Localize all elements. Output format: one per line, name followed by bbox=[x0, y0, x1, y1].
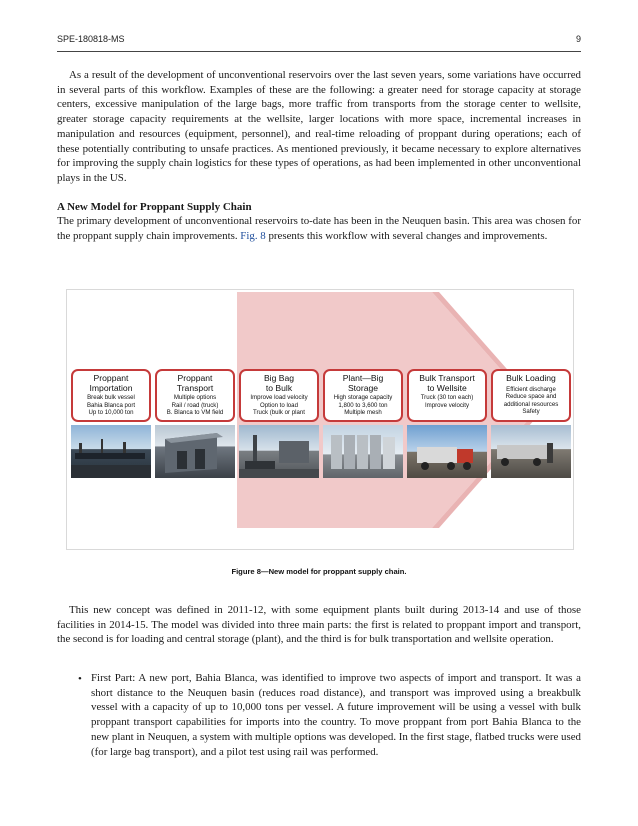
step-plant-big-storage bbox=[323, 369, 403, 422]
step-bulk-loading bbox=[491, 369, 571, 422]
bullet-list bbox=[78, 671, 581, 759]
photo-transport-warehouse bbox=[155, 425, 235, 478]
step-detail: Option to load bbox=[260, 401, 298, 409]
step-title-line: Transport bbox=[176, 382, 214, 393]
step-big-bag-to-bulk bbox=[239, 369, 319, 422]
header-divider bbox=[57, 51, 581, 52]
step-title-line: Big Bag bbox=[263, 373, 295, 383]
step-title-line: Importation bbox=[89, 382, 133, 393]
page-number: 9 bbox=[575, 34, 581, 44]
figure-caption: Figure 8—New model for proppant supply chain. bbox=[231, 567, 407, 576]
plant-illustration bbox=[239, 425, 319, 478]
photo-vessel-port bbox=[71, 425, 151, 478]
step-detail: additional resources bbox=[503, 400, 559, 408]
step-detail: 1,800 to 3,600 ton bbox=[338, 401, 388, 409]
photo-bulk-truck bbox=[407, 425, 487, 478]
page-header bbox=[57, 34, 581, 50]
photo-wellsite-loading bbox=[491, 425, 571, 478]
step-detail: Rail / road (truck) bbox=[171, 401, 219, 409]
step-detail: Improve load velocity bbox=[250, 394, 308, 401]
silos-illustration bbox=[323, 425, 403, 478]
bullet-icon: • bbox=[78, 673, 82, 685]
step-title-line: to Bulk bbox=[265, 382, 293, 393]
step-title-line: to Wellsite bbox=[427, 382, 467, 393]
paragraph-workflow-variations: As a result of the development of unconventional reservoirs over the last seven years, some variations have occurred in several parts of this workflow. Examples of these are the following: a greater need for storage capacity at storage centers, excessive manipulation of the large bags, more traffic from transports from the storage center to wellsite, greater storage capacity requirements at the wellsite, larger locations with more space, incremental increases in manipulation and resources (equipment, personnel), and real-time reloading of proppant during operations; each of these potentially contributing to unsafe practices. As mentioned previously, it became necessary to explore alternatives for improving the supply chain logistics for these types of operations, as had been implemented in other unconventional plays in the US. bbox=[57, 69, 581, 184]
step-title-line: Bulk Loading bbox=[506, 373, 556, 383]
truck-illustration bbox=[407, 425, 487, 478]
workflow-steps bbox=[71, 369, 571, 424]
wellsite-illustration bbox=[491, 425, 571, 478]
step-title-line: Storage bbox=[347, 382, 379, 393]
paragraph-new-concept: This new concept was defined in 2011-12, with some equipment plants built during 2013-14 and use of those facilities in 2014-15. The model was divided into three main parts: the first is related to proppant import and transport, the second is for loading and central storage (plant), and the third is for bulk transportation and wellsite operation. bbox=[57, 604, 581, 646]
step-detail: Multiple options bbox=[173, 394, 217, 401]
step-bulk-transport bbox=[407, 369, 487, 422]
paragraph-neuquen bbox=[57, 214, 581, 243]
step-detail: Truck (30 ton each) bbox=[420, 394, 474, 401]
step-detail: Efficient discharge bbox=[506, 385, 556, 393]
step-detail: Bahia Blanca port bbox=[86, 401, 136, 409]
step-title-line: Proppant bbox=[93, 373, 129, 383]
step-detail: Truck (bulk or plant bbox=[253, 409, 305, 417]
paragraph-neuquen-text-b: presents this workflow with several changes and improvements. bbox=[265, 229, 548, 242]
photo-storage-silos bbox=[323, 425, 403, 478]
step-proppant-transport bbox=[155, 369, 235, 422]
step-detail: Multiple mesh bbox=[344, 409, 382, 417]
step-detail: B. Blanca to VM field bbox=[166, 409, 224, 417]
document-id: SPE-180818-MS bbox=[57, 34, 125, 44]
photo-big-bag-plant bbox=[239, 425, 319, 478]
step-detail: Reduce space and bbox=[505, 393, 557, 401]
step-detail: Safety bbox=[522, 408, 540, 416]
figure-8 bbox=[66, 289, 574, 550]
step-title-line: Plant—Big bbox=[342, 373, 384, 383]
workflow-photos bbox=[71, 425, 569, 478]
figure-8-link[interactable]: Fig. 8 bbox=[240, 229, 266, 242]
bullet-first-part: First Part: A new port, Bahia Blanca, was identified to improve two aspects of import and transport. It was a short distance to the Neuquen basin (reduces road distance), and transport was improved using a breakbulk vessel with a capacity of up to 10,000 tons per vessel. A future improvement will be using a vessel with bulk proppant transport capabilities for imports into the country. To move proppant from port Bahia Blanca to the new plant in Neuquen, a system with multiple options was developed. In the first stage, flatbed trucks were used (for large bag transport), and a pilot test using rail was performed. bbox=[91, 672, 581, 758]
step-detail: Break bulk vessel bbox=[87, 394, 135, 401]
step-proppant-importation bbox=[71, 369, 151, 422]
step-title-line: Proppant bbox=[177, 373, 213, 383]
vessel-illustration bbox=[71, 425, 151, 478]
warehouse-illustration bbox=[155, 425, 235, 478]
section-heading: A New Model for Proppant Supply Chain bbox=[57, 201, 252, 213]
step-detail: High storage capacity bbox=[333, 394, 393, 401]
paragraph-neuquen-text-a: The primary development of unconventional reservoirs to-date has been in the Neuquen basin. This area was chosen for the proppant supply chain improvements. bbox=[57, 215, 581, 242]
step-detail: Up to 10,000 ton bbox=[88, 409, 134, 417]
step-detail: Improve velocity bbox=[424, 401, 470, 409]
step-title-line: Bulk Transport bbox=[419, 373, 475, 383]
